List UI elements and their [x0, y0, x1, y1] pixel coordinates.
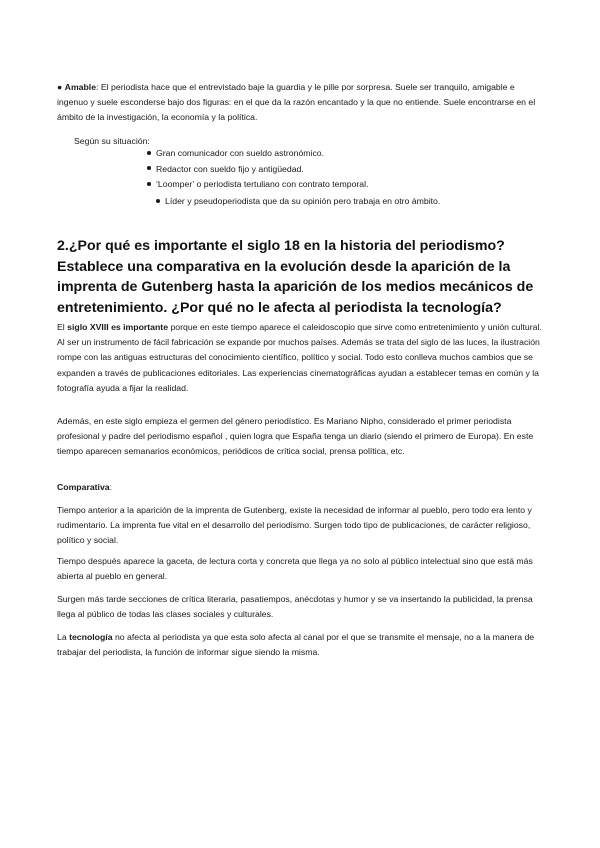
secciones-paragraph: Surgen más tarde secciones de crítica literaria, pasatiempos, anécdotas y humor y se va insertando la publicidad, la prensa llega al público de todas las clases sociales y culturales. — [57, 594, 533, 620]
siglo-term: siglo XVIII es importante — [67, 322, 169, 332]
situacion-label: Según su situación: — [74, 136, 150, 146]
bullet-icon — [147, 166, 151, 170]
list-item: Gran comunicador con sueldo astronómico. — [147, 147, 368, 159]
question-heading: 2.¿Por qué es importante el siglo 18 en la historia del periodismo? Establece una comparativa en la evolución desde la aparición de la imprenta de Gutenberg hasta la aparición de los medios mecánicos de entretenimiento. ¿Por qué no le afecta al periodista la tecnología? — [57, 238, 534, 316]
bullet-glyph: ● — [57, 82, 63, 92]
bullet-icon — [147, 151, 151, 155]
list-item: ‘Loomper’ o periodista tertuliano con contrato temporal. — [147, 178, 368, 190]
situacion-extra-list — [156, 195, 440, 211]
situacion-list — [147, 147, 368, 194]
bullet-icon — [156, 199, 160, 203]
bullet-icon — [147, 182, 151, 186]
amable-paragraph — [57, 80, 547, 126]
tecnologia-term: tecnología — [69, 632, 113, 642]
comparativa-label: Comparativa: — [57, 482, 113, 492]
nipho-paragraph: Además, en este siglo empieza el germen del género periodístico. Es Mariano Nipho, considerado el primer periodista profesional y padre del periodismo español , quien logra que España tenga un diario (siendo el primero de Europa). En este tiempo aparecen semanarios económicos, periódicos de crítica social, prensa política, etc. — [57, 416, 534, 457]
amable-text: : El periodista hace que el entrevistado baje la guardia y le pille por sorpresa. Suele ser tranquilo, amigable e ingenuo y suele esconderse bajo dos figuras: en el que da la razón encantado y la que no entiende. Suele encontrarse en el ámbito de la investigación, la economía y la política. — [57, 82, 536, 123]
list-item: Redactor con sueldo fijo y antigüedad. — [147, 163, 368, 175]
gaceta-paragraph: Tiempo después aparece la gaceta, de lectura corta y concreta que llega ya no solo al público intelectual sino que está más abierta al pueblo en general. — [57, 556, 533, 582]
amable-term: Amable — [64, 82, 97, 92]
gutenberg-paragraph: Tiempo anterior a la aparición de la imprenta de Gutenberg, existe la necesidad de informar al pueblo, pero todo era lento y rudimentario. La imprenta fue vital en el desarrollo del periodismo. Surgen todo tipo de publicaciones, de carácter religioso, político y social. — [57, 505, 532, 546]
list-item: Líder y pseudoperiodista que da su opinión pero trabaja en otro ámbito. — [156, 195, 440, 207]
siglo-paragraph: El siglo XVIII es importante porque en este tiempo aparece el caleidoscopio que sirve como entretenimiento y unión cultural. Al ser un instrumento de fácil fabricación se expande por muchos países. Además se trata del siglo de las luces, la ilustración rompe con las antiguas estructuras del conocimiento científico, político y social. Todo esto conlleva muchos cambios que se expanden a través de publicaciones editoriales. Las experiencias cinematográficas ayudan a establecer temas en común y la fotografía ayuda a fijar la realidad. — [57, 322, 542, 393]
tecnologia-paragraph: La tecnología no afecta al periodista ya que esta solo afecta al canal por el que se transmite el mensaje, no a la manera de trabajar del periodista, la función de informar sigue siendo la misma. — [57, 632, 535, 658]
